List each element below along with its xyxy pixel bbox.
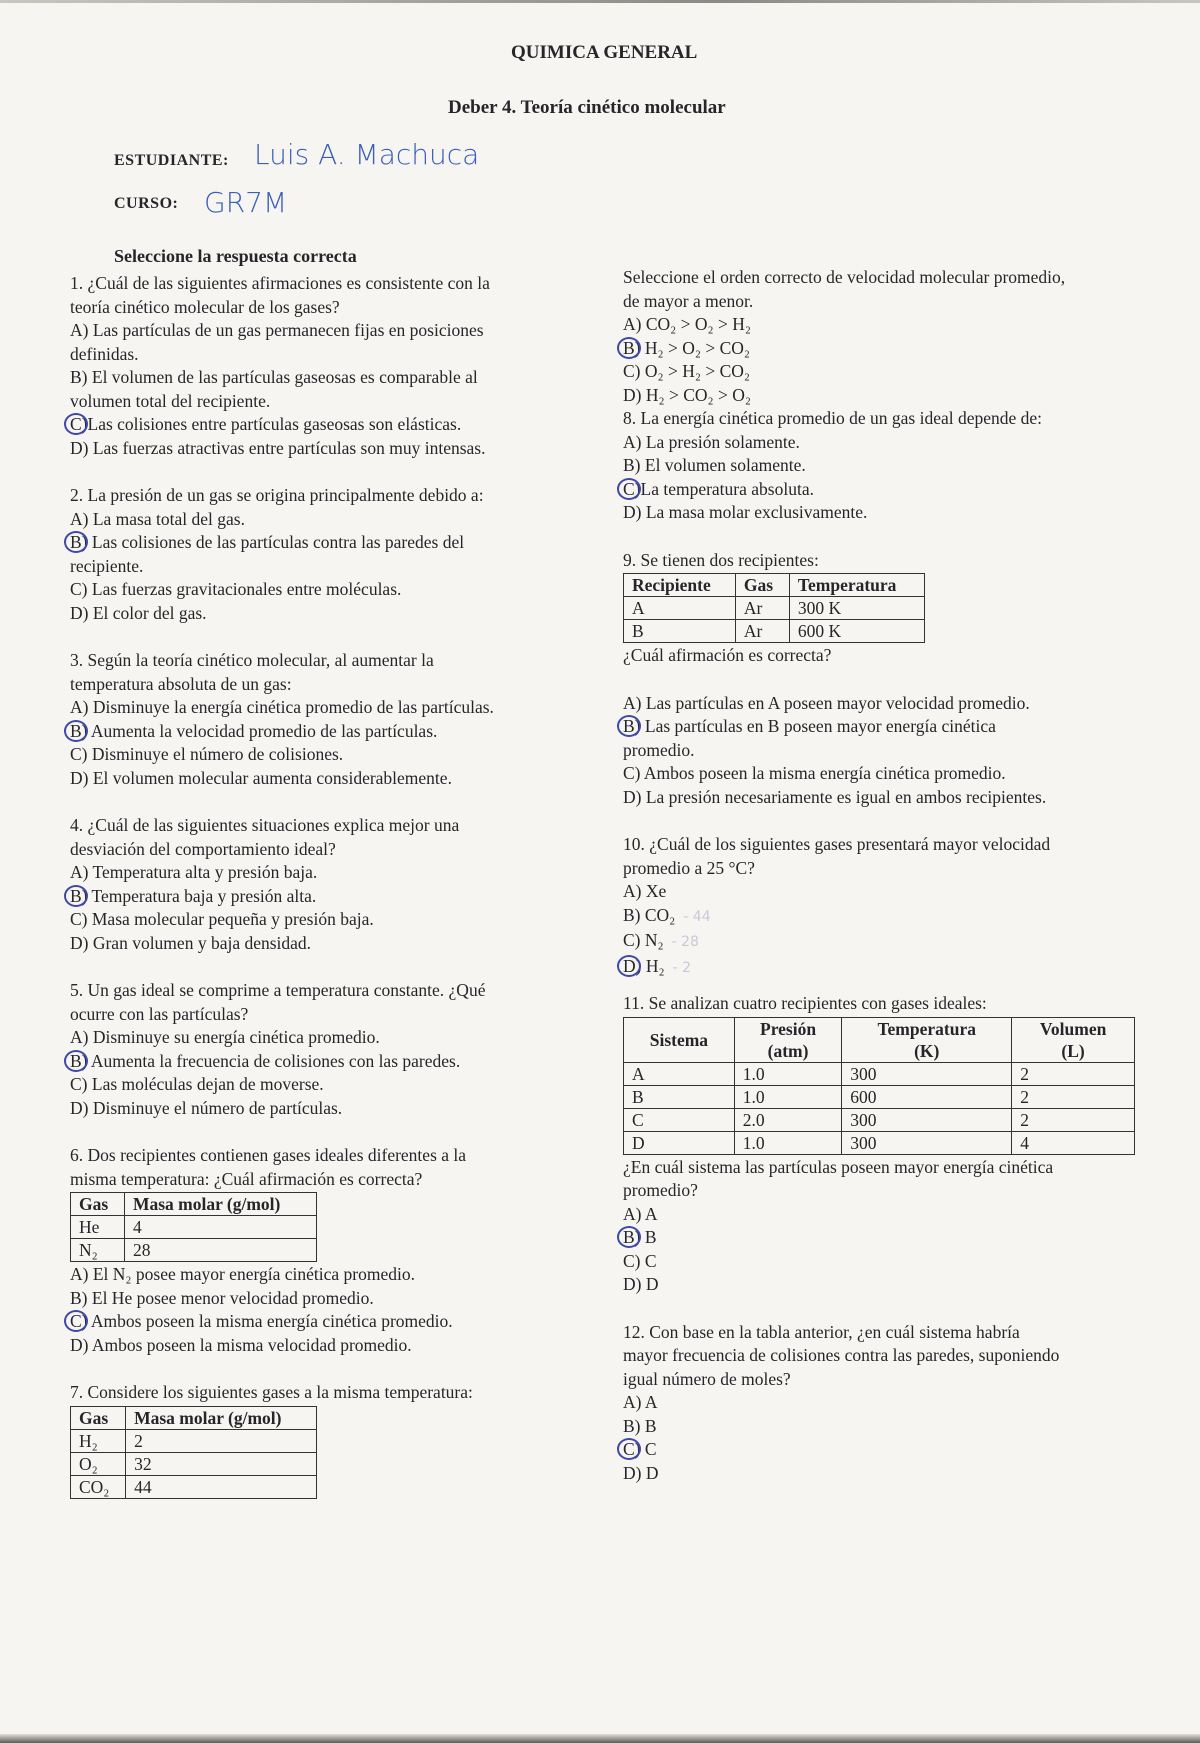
- question-text: 6. Dos recipientes contienen gases ideales diferentes a la: [70, 1145, 467, 1165]
- option-c: C) C: [623, 1250, 657, 1271]
- table-header: Presión (atm): [734, 1017, 841, 1062]
- answer-circle-mark: [64, 531, 88, 553]
- table-header: Masa molar (g/mol): [126, 1406, 317, 1429]
- table-row: A 1.0 300 2: [624, 1062, 1135, 1085]
- instructions: Seleccione la respuesta correcta: [114, 246, 357, 266]
- option-b: B) Aumenta la frecuencia de colisiones con las paredes.: [70, 1050, 570, 1074]
- option-c: C)Las colisiones entre partículas gaseosas son elásticas.: [70, 413, 570, 437]
- option-b: B) B: [623, 1226, 1143, 1250]
- option-a: A) La masa total del gas.: [70, 508, 245, 529]
- question-6: [70, 1144, 570, 1357]
- question-text: promedio a 25 °C?: [623, 857, 755, 878]
- course-value-handwritten: GR7M: [204, 186, 288, 219]
- option-c: C) Masa molecular pequeña y presión baja.: [70, 909, 374, 929]
- pencil-note: - 2: [672, 959, 692, 976]
- option-d: D) Gran volumen y baja densidad.: [70, 932, 312, 953]
- option-c: C) Las moléculas dejan de moverse.: [70, 1074, 324, 1094]
- course-title: QUIMICA GENERAL: [511, 42, 698, 63]
- table-row: B 1.0 600 2: [624, 1085, 1135, 1108]
- answer-circle-mark: [64, 1050, 88, 1072]
- option-c: C) N₂ - 28: [623, 930, 699, 950]
- option-b: recipiente.: [70, 555, 144, 576]
- question-text: 9. Se tienen dos recipientes:: [623, 549, 819, 570]
- table-row: A Ar 300 K: [624, 597, 925, 620]
- option-d: D) El color del gas.: [70, 602, 207, 623]
- option-b: promedio.: [623, 739, 695, 760]
- table-header: Gas: [71, 1406, 126, 1429]
- answer-circle-mark: [617, 955, 641, 977]
- option-d: D) La masa molar exclusivamente.: [623, 502, 868, 522]
- option-d: D) D: [623, 1462, 659, 1483]
- course-label: CURSO:: [114, 195, 179, 212]
- table-row: O₂ 32: [71, 1452, 317, 1475]
- option-d: D) Ambos poseen la misma velocidad promedio.: [70, 1334, 412, 1355]
- option-a: A) Disminuye su energía cinética promedio.: [70, 1027, 380, 1047]
- molar-mass-table: [70, 1192, 317, 1262]
- question-9: [623, 549, 1143, 810]
- question-text: 10. ¿Cuál de los siguientes gases presentará mayor velocidad: [623, 834, 1051, 854]
- question-text: 2. La presión de un gas se origina principalmente debido a:: [70, 485, 484, 505]
- option-c: C) Ambos poseen la misma energía cinética promedio.: [623, 763, 1006, 783]
- answer-circle-mark: [617, 1438, 641, 1460]
- option-b: B) Aumenta la velocidad promedio de las partículas.: [70, 720, 570, 744]
- answer-circle-mark: [617, 478, 641, 500]
- table-row: C 2.0 300 2: [624, 1108, 1135, 1131]
- question-2: [70, 484, 570, 625]
- option-d: D) El volumen molecular aumenta considerablemente.: [70, 767, 452, 788]
- question-text: mayor frecuencia de colisiones contra las paredes, suponiendo: [623, 1345, 1060, 1365]
- option-a: A) El N₂ posee mayor energía cinética promedio.: [70, 1264, 415, 1284]
- table-header: Gas: [71, 1193, 125, 1216]
- option-d: D) H₂ > CO₂ > O₂: [623, 384, 751, 405]
- option-b: B) El volumen de las partículas gaseosas es comparable al: [70, 367, 478, 387]
- student-label: ESTUDIANTE:: [114, 152, 229, 169]
- option-b: B) Temperatura baja y presión alta.: [70, 885, 570, 909]
- table-header: Temperatura (K): [842, 1017, 1012, 1062]
- systems-table: [623, 1017, 1135, 1155]
- question-1: [70, 272, 570, 460]
- option-b: B) H₂ > O₂ > CO₂: [623, 337, 1143, 361]
- question-text: desviación del comportamiento ideal?: [70, 838, 336, 859]
- table-row: CO₂ 44: [71, 1475, 317, 1498]
- question-11: [623, 992, 1143, 1297]
- question-text: 4. ¿Cuál de las siguientes situaciones explica mejor una: [70, 815, 460, 835]
- table-header: Volumen (L): [1012, 1017, 1135, 1062]
- question-text: misma temperatura: ¿Cuál afirmación es correcta?: [70, 1168, 423, 1189]
- question-text: 12. Con base en la tabla anterior, ¿en cuál sistema habría: [623, 1321, 1020, 1342]
- option-b: B) B: [623, 1415, 657, 1436]
- table-row: N₂ 28: [71, 1239, 317, 1262]
- option-c: C) O₂ > H₂ > CO₂: [623, 361, 751, 381]
- molar-mass-table: [70, 1406, 317, 1499]
- question-text: ocurre con las partículas?: [70, 1003, 249, 1024]
- question-text: 3. Según la teoría cinético molecular, al aumentar la: [70, 650, 434, 670]
- table-header: Sistema: [624, 1017, 735, 1062]
- option-d: D) Las fuerzas atractivas entre partículas son muy intensas.: [70, 437, 486, 458]
- question-7-continued: [623, 266, 1143, 407]
- question-8: [623, 407, 1143, 525]
- option-b: B) El He posee menor velocidad promedio.: [70, 1287, 374, 1308]
- table-header: Temperatura: [789, 574, 924, 597]
- option-b: B) CO₂ - 44: [623, 904, 711, 925]
- pencil-note: - 44: [683, 908, 711, 925]
- left-column: [70, 272, 570, 1500]
- option-a: A) Disminuye la energía cinética promedio de las partículas.: [70, 697, 494, 717]
- question-text: ¿Cuál afirmación es correcta?: [623, 645, 832, 665]
- question-text: 11. Se analizan cuatro recipientes con gases ideales:: [623, 993, 987, 1013]
- option-d: D) La presión necesariamente es igual en ambos recipientes.: [623, 786, 1047, 807]
- table-row: D 1.0 300 4: [624, 1131, 1135, 1154]
- assignment-title: Deber 4. Teoría cinético molecular: [448, 97, 726, 118]
- option-c: C) Ambos poseen la misma energía cinética promedio.: [70, 1310, 570, 1334]
- question-4: [70, 814, 570, 955]
- option-a: A) A: [623, 1392, 658, 1412]
- table-header: Gas: [735, 574, 789, 597]
- question-text: de mayor a menor.: [623, 290, 754, 311]
- option-c: C) C: [623, 1438, 1143, 1462]
- table-header: Masa molar (g/mol): [124, 1193, 316, 1216]
- question-text: 7. Considere los siguientes gases a la misma temperatura:: [70, 1382, 473, 1402]
- option-b: volumen total del recipiente.: [70, 390, 271, 411]
- table-header: Recipiente: [624, 574, 736, 597]
- option-a: definidas.: [70, 343, 139, 364]
- answer-circle-mark: [617, 337, 641, 359]
- option-a: A) Temperatura alta y presión baja.: [70, 862, 318, 882]
- option-a: A) CO₂ > O₂ > H₂: [623, 314, 751, 334]
- answer-circle-mark: [64, 413, 88, 435]
- answer-circle-mark: [64, 720, 88, 742]
- table-row: He 4: [71, 1216, 317, 1239]
- question-3: [70, 649, 570, 790]
- question-text: igual número de moles?: [623, 1368, 791, 1389]
- question-text: 5. Un gas ideal se comprime a temperatura constante. ¿Qué: [70, 980, 486, 1000]
- question-7: [70, 1381, 570, 1499]
- page-bottom-edge: [0, 1734, 1200, 1743]
- option-a: A) La presión solamente.: [623, 431, 800, 452]
- page-top-edge: [0, 0, 1200, 3]
- answer-circle-mark: [64, 885, 88, 907]
- question-text: teoría cinético molecular de los gases?: [70, 296, 340, 317]
- option-b: B) Las colisiones de las partículas contra las paredes del: [70, 531, 570, 555]
- option-b: B) El volumen solamente.: [623, 455, 806, 475]
- option-c: C) Las fuerzas gravitacionales entre moléculas.: [70, 579, 402, 599]
- question-text: Seleccione el orden correcto de velocidad molecular promedio,: [623, 267, 1066, 287]
- student-name-handwritten: Luis A. Machuca: [254, 138, 480, 171]
- option-c: C)La temperatura absoluta.: [623, 478, 1143, 502]
- question-10: [623, 833, 1143, 980]
- question-text: 1. ¿Cuál de las siguientes afirmaciones es consistente con la: [70, 273, 490, 293]
- table-row: H₂ 2: [71, 1429, 317, 1452]
- table-row: B Ar 600 K: [624, 620, 925, 643]
- option-a: A) Las partículas de un gas permanecen fijas en posiciones: [70, 320, 484, 340]
- option-d: D) H₂ - 2: [623, 955, 1143, 981]
- containers-table: [623, 573, 925, 643]
- pencil-note: - 28: [671, 934, 699, 950]
- question-text: temperatura absoluta de un gas:: [70, 673, 292, 694]
- option-b: B) Las partículas en B poseen mayor energía cinética: [623, 715, 1143, 739]
- option-a: A) A: [623, 1203, 658, 1224]
- question-text: ¿En cuál sistema las partículas poseen mayor energía cinética: [623, 1156, 1054, 1177]
- option-a: A) Xe: [623, 881, 667, 901]
- right-column: [623, 266, 1143, 1485]
- option-c: C) Disminuye el número de colisiones.: [70, 744, 344, 764]
- answer-circle-mark: [64, 1310, 88, 1332]
- question-text: 8. La energía cinética promedio de un gas ideal depende de:: [623, 408, 1043, 428]
- question-5: [70, 979, 570, 1120]
- option-a: A) Las partículas en A poseen mayor velocidad promedio.: [623, 692, 1030, 713]
- answer-circle-mark: [617, 715, 641, 737]
- question-12: [623, 1321, 1143, 1486]
- answer-circle-mark: [617, 1226, 641, 1248]
- option-d: D) Disminuye el número de partículas.: [70, 1097, 343, 1118]
- question-text: promedio?: [623, 1180, 698, 1200]
- option-d: D) D: [623, 1274, 659, 1294]
